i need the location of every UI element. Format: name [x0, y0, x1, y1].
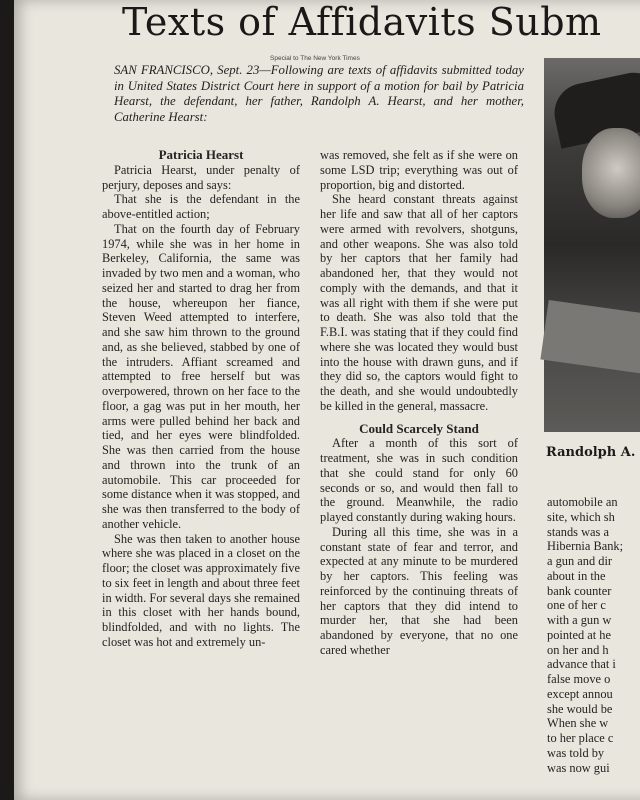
column-3-line: was now gui — [547, 760, 610, 775]
column-3-line: Hibernia Bank; — [547, 539, 624, 554]
subhead-could-scarcely-stand: Could Scarcely Stand — [359, 420, 479, 436]
column-3 — [535, 495, 640, 775]
paragraph: was removed, she felt as if she were on some LSD trip; everything was out of proportion, big and distorted. — [320, 148, 518, 192]
photo-face-shape — [582, 128, 640, 218]
byline-credit: Special to The New York Times — [270, 55, 360, 62]
column-2 — [320, 148, 518, 658]
column-3-line: to her place c — [547, 731, 614, 745]
paragraph: She was then taken to another house where she was placed in a closet on the floor; the closet was approximately five to six feet in length and about three feet in width. For several days she remained in this closet with her hands bound, blindfolded, and with no lights. The closet was hot and extremely un- — [102, 531, 300, 649]
lede-paragraph: SAN FRANCISCO, Sept. 23—Following are texts of affidavits submitted today in United States District Court here in support of a motion for bail by Patricia Hearst, the defendant, her father, Randolph A. Hearst, and her mother, Catherine Hearst: — [114, 63, 524, 124]
column-3-line: on her and h — [547, 642, 609, 657]
column-3-line: a gun and dir — [547, 554, 613, 568]
newspaper-page — [14, 0, 640, 800]
headline: Texts of Affidavits Subm — [122, 0, 602, 44]
column-3-line: site, which sh — [547, 509, 615, 524]
column-3-line: about in the — [547, 568, 606, 583]
column-3-line: false move o — [547, 672, 611, 686]
column-3-line: stands was a — [547, 524, 609, 539]
column-3-line: she would be — [547, 701, 613, 716]
paragraph: During all this time, she was in a constant state of fear and terror, and expected at any minute to be murdered by her captors. This feeling was reinforced by the continuing threats of her captors that they did intend to murder her, that she had been abandoned by everyone, that no one cared whether — [320, 524, 518, 657]
paragraph: She heard constant threats against her life and saw that all of her captors were armed with revolvers, shotguns, and other weapons. She was also told by her captors that her family had abandoned her, that they would not comply with the demands, and that it was all right with them if she were put to death. She was also told that the F.B.I. was stating that if they could find where she was located they would bust into the house with drawn guns, and if they did so, the captors would fight to the death, and she would undoubtedly be killed in the general, massacre. — [320, 192, 518, 413]
column-3-line: one of her c — [547, 598, 606, 613]
paragraph: Patricia Hearst, under penalty of perjury, deposes and says: — [102, 162, 300, 192]
column-3-line: except annou — [547, 686, 613, 701]
news-photo — [544, 58, 640, 432]
column-3-line: automobile an — [547, 495, 618, 509]
photo-arm-shape — [540, 300, 640, 376]
column-3-line: When she w — [547, 716, 609, 731]
paragraph: That on the fourth day of February 1974, while she was in her home in Berkeley, California, the same was invaded by two men and a woman, who seized her and started to drag her from the house, whereupon her fiance, Steven Weed attempted to interfere, and she saw him thrown to the ground and, as she believed, stabbed by one of the intruders. Affiant screamed and attempted to free herself but was overpowered, thrown on her face to the floor, a gag was put in her mouth, her arms were pulled behind her back and tied, and her eyes were blindfolded. She was then carried from the house and thrown into the trunk of an automobile. This car proceeded for some distance when it was stopped, and she was then transferred to the body of another vehicle. — [102, 221, 300, 531]
paragraph: That she is the defendant in the above-entitled action; — [102, 192, 300, 221]
column-3-line: was told by — [547, 745, 605, 760]
column-3-line: with a gun w — [547, 613, 612, 627]
column-3-line: pointed at he — [547, 627, 611, 642]
column-3-line: bank counter — [547, 583, 612, 598]
paragraph: After a month of this sort of treatment, she was in such condition that she could stand for only 60 seconds or so, and would then fall to the ground. Meanwhile, the radio played constantly during waking hours. — [320, 436, 518, 524]
column-1 — [102, 148, 300, 650]
photo-caption: Randolph A. — [546, 445, 636, 460]
subhead-patricia-hearst: Patricia Hearst — [158, 147, 244, 162]
column-3-line: advance that i — [547, 657, 616, 672]
